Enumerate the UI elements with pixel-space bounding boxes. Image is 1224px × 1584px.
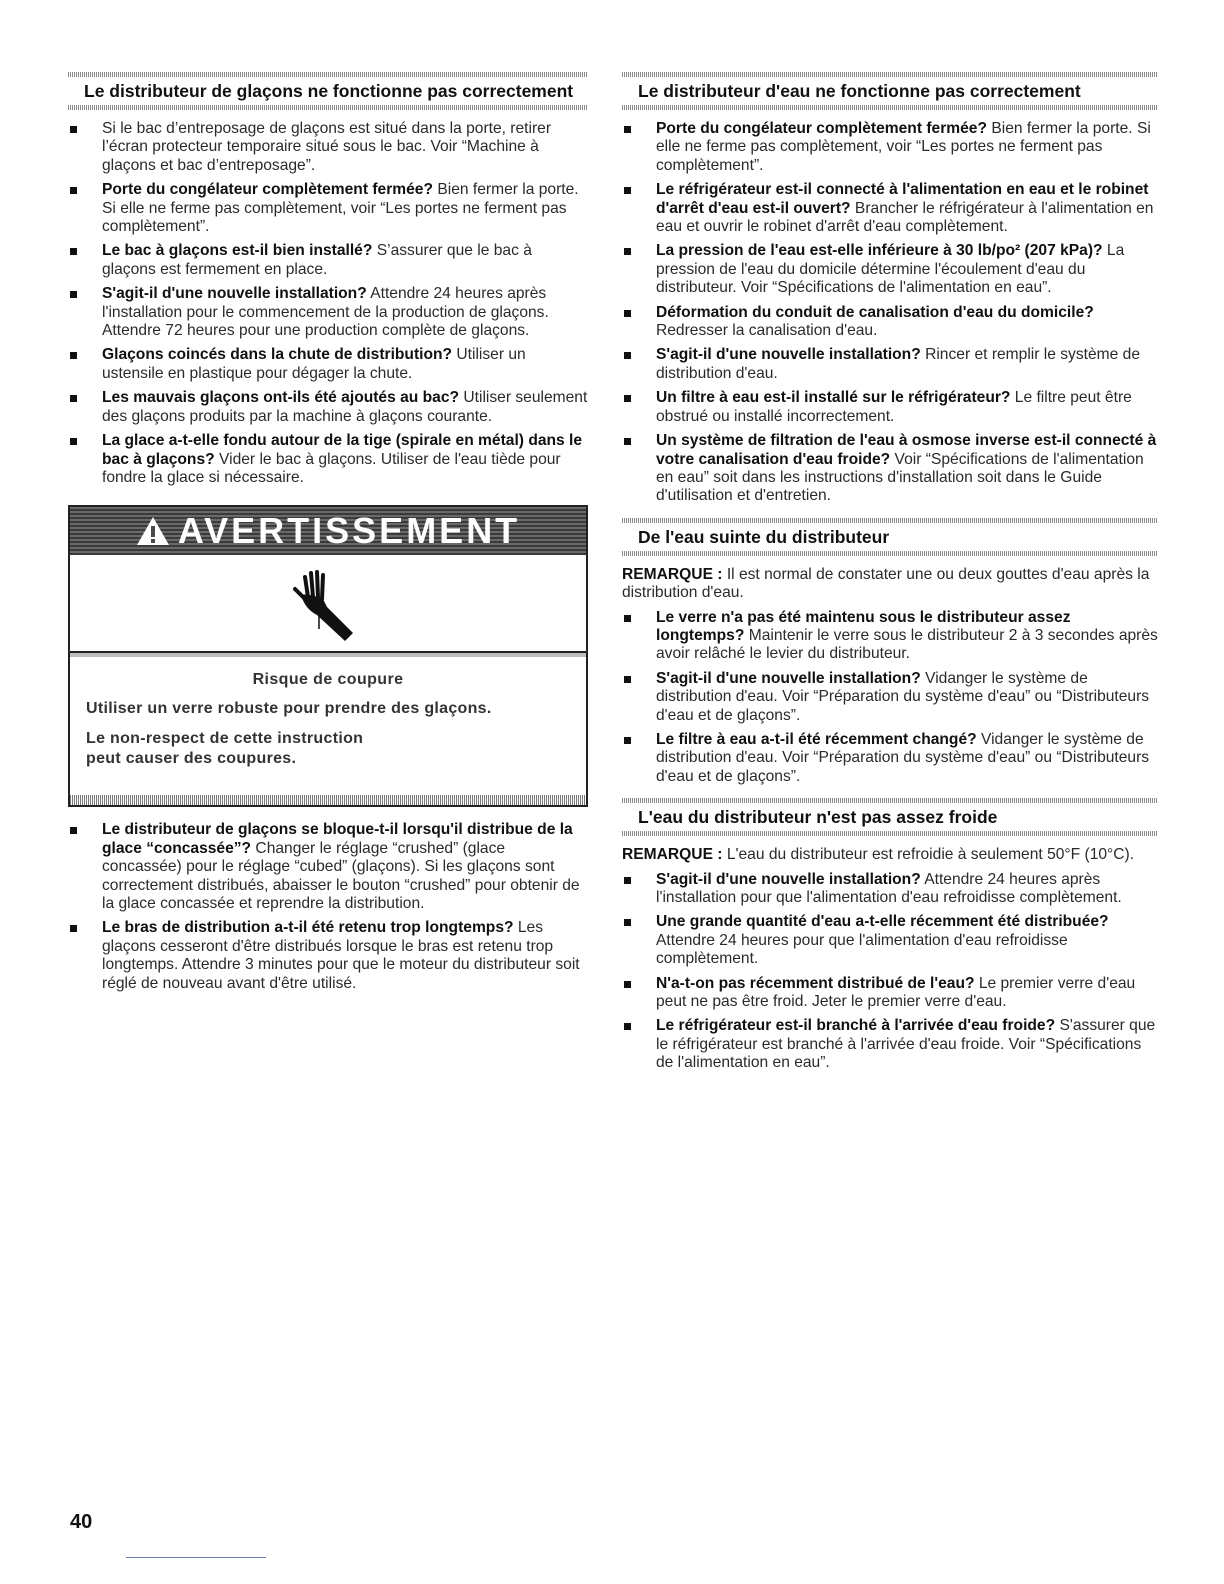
bullet-icon: [624, 395, 631, 402]
item-answer: Attendre 24 heures pour que l'alimentation d'eau refroidisse complètement.: [656, 931, 1068, 968]
cold-note: REMARQUE : L'eau du distributeur est refroidie à seulement 50°F (10°C).: [622, 846, 1135, 864]
item-answer: S'assurer que le réfrigérateur est branché à l'arrivée d'eau froide. Voir “Spécifications de l'alimentation en eau”.: [656, 1017, 1156, 1072]
list-item: [622, 871, 1158, 908]
item-answer: Utiliser un ustensile en plastique pour dégager la chute.: [102, 346, 526, 382]
item-answer: Brancher le réfrigérateur à l'alimentation en eau et ouvrir le robinet d'arrêt d'eau complètement.: [656, 199, 1154, 236]
cold-section-header: [622, 798, 1158, 836]
list-item: [622, 181, 1158, 236]
item-answer: Bien fermer la porte. Si elle ne ferme pas complètement, voir “Les portes ne ferment pas complètement”.: [102, 181, 579, 236]
list-item: [68, 120, 588, 175]
bullet-icon: [624, 981, 631, 988]
item-answer: Vidanger le système de distribution d'eau. Voir “Préparation du système d'eau” ou “Distributeurs d'eau et de glaçons”.: [656, 669, 1150, 724]
cold-troubleshoot-list: [622, 871, 1158, 1073]
list-item: [68, 181, 588, 236]
list-item: [622, 1017, 1158, 1072]
item-question: Les mauvais glaçons ont-ils été ajoutés au bac?: [102, 389, 460, 407]
item-answer: Utiliser seulement des glaçons produits par la machine à glaçons courante.: [102, 389, 588, 425]
list-item: [68, 389, 588, 426]
item-question: Le réfrigérateur est-il connecté à l'alimentation en eau et le robinet d'arrêt d'eau est-il ouvert?: [656, 181, 1149, 217]
item-answer: Voir “Spécifications de l'alimentation en eau” soit dans les instructions d'installation soit dans le Guide d'utilisation et d'entretien.: [656, 450, 1144, 505]
list-item: [622, 389, 1158, 426]
left-column: [68, 72, 588, 999]
bullet-icon: [624, 737, 631, 744]
item-question: N'a-t-on pas récemment distribué de l'eau?: [656, 974, 975, 992]
list-item: [68, 432, 588, 487]
cold-section-title: L'eau du distributeur n'est pas assez froide: [638, 807, 998, 828]
item-question: Le bras de distribution a-t-il été retenu trop longtemps?: [102, 919, 514, 937]
bullet-icon: [70, 395, 77, 402]
list-item: [622, 975, 1158, 1012]
item-answer: Si le bac d’entreposage de glaçons est situé dans la porte, retirer l’écran protecteur temporaire situé sous le bac. Voir “Machine à glaçons et bac d’entreposage”.: [102, 120, 552, 174]
list-item: [622, 609, 1158, 664]
item-question: Glaçons coincés dans la chute de distribution?: [102, 346, 453, 364]
list-item: [622, 913, 1158, 968]
item-question: Une grande quantité d'eau a-t-elle récemment été distribuée?: [656, 913, 1109, 931]
list-item: [68, 919, 588, 993]
bullet-icon: [624, 919, 631, 926]
bullet-icon: [70, 352, 77, 359]
list-item: [68, 821, 588, 913]
item-answer: Vider le bac à glaçons. Utiliser de l'eau tiède pour fondre la glace si nécessaire.: [102, 450, 561, 486]
item-answer: Attendre 24 heures après l'installation pour que l'alimentation d'eau refroidisse complètement.: [656, 870, 1122, 906]
item-question: Déformation du conduit de canalisation d'eau du domicile?: [656, 303, 1094, 321]
bullet-icon: [70, 438, 77, 445]
ice-troubleshoot-list: [68, 120, 588, 487]
list-item: [622, 242, 1158, 297]
bullet-icon: [624, 248, 631, 255]
item-question: S'agit-il d'une nouvelle installation?: [656, 669, 921, 687]
warning-box: [68, 505, 588, 807]
warning-title-bar: [70, 507, 586, 555]
item-answer: Vidanger le système de distribution d'eau. Voir “Préparation du système d'eau” ou “Distributeurs d'eau et de glaçons”.: [656, 730, 1150, 785]
warning-risk: Risque de coupure: [252, 671, 404, 689]
item-question: Porte du congélateur complètement fermée?: [102, 181, 434, 199]
bullet-icon: [624, 615, 631, 622]
list-item: [622, 432, 1158, 506]
list-item: [622, 346, 1158, 383]
bullet-icon: [624, 676, 631, 683]
item-answer: Maintenir le verre sous le distributeur 2 à 3 secondes après avoir relâché le levier du distributeur.: [656, 626, 1158, 663]
bullet-icon: [624, 1023, 631, 1030]
warning-instruction: Utiliser un verre robuste pour prendre des glaçons.: [86, 700, 492, 718]
right-column: [622, 72, 1158, 1079]
list-item: [622, 120, 1158, 175]
item-question: S'agit-il d'une nouvelle installation?: [102, 285, 367, 303]
leak-troubleshoot-list: [622, 609, 1158, 787]
leak-section-title: De l'eau suinte du distributeur: [638, 526, 890, 547]
bullet-icon: [624, 438, 631, 445]
warning-title: AVERTISSEMENT: [177, 510, 521, 552]
bullet-icon: [624, 352, 631, 359]
item-answer: Bien fermer la porte. Si elle ne ferme pas complètement, voir “Les portes ne ferment pas complètement”.: [656, 120, 1151, 174]
footer-rule: [126, 1557, 266, 1558]
item-question: La glace a-t-elle fondu autour de la tige (spirale en métal) dans le bac à glaçons?: [102, 432, 583, 468]
bullet-icon: [624, 310, 631, 317]
warning-consequence: Le non-respect de cette instruction peut causer des coupures.: [86, 730, 364, 768]
item-question: Le distributeur de glaçons se bloque-t-il lorsqu'il distribue de la glace “concassée”?: [102, 821, 573, 857]
bullet-icon: [70, 925, 77, 932]
list-item: [622, 670, 1158, 725]
ice-section-header: [68, 72, 588, 110]
water-section-title: Le distributeur d'eau ne fonctionne pas correctement: [638, 81, 1081, 101]
item-answer: S’assurer que le bac à glaçons est fermement en place.: [102, 242, 532, 278]
bullet-icon: [624, 187, 631, 194]
item-question: Porte du congélateur complètement fermée?: [656, 120, 988, 137]
item-question: S'agit-il d'une nouvelle installation?: [656, 870, 921, 888]
list-item: [622, 304, 1158, 341]
item-question: Un système de filtration de l'eau à osmose inverse est-il connecté à votre canalisation d'eau froide?: [656, 432, 1157, 468]
item-answer: Attendre 24 heures après l'installation pour le commencement de la production de glaçons. Attendre 72 heures pour une production complète de glaçons.: [102, 285, 549, 340]
list-item: [622, 731, 1158, 786]
item-question: Le filtre à eau a-t-il été récemment changé?: [656, 730, 977, 748]
bullet-icon: [624, 126, 631, 133]
warning-triangle-icon: [136, 516, 170, 546]
leak-section-header: [622, 518, 1158, 556]
item-question: Le réfrigérateur est-il branché à l'arrivée d'eau froide?: [656, 1017, 1056, 1035]
bullet-icon: [70, 291, 77, 298]
item-answer: Changer le réglage “crushed” (glace concassée) pour le réglage “cubed” (glaçons). Si les glaçons sont correctement distribués, abaisser le bouton “crushed” pour obtenir de la glace concassée et reprendre la distribution.: [102, 839, 580, 912]
leak-note: REMARQUE : Il est normal de constater une ou deux gouttes d'eau après la distribution d'eau.: [622, 565, 1150, 602]
bullet-icon: [624, 877, 631, 884]
water-section-header: [622, 72, 1158, 110]
item-answer: Redresser la canalisation d'eau.: [656, 322, 878, 340]
item-answer: Le premier verre d'eau peut ne pas être froid. Jeter le premier verre d'eau.: [656, 974, 1136, 1011]
item-answer: Le filtre peut être obstrué ou installé incorrectement.: [656, 389, 1132, 425]
list-item: [68, 285, 588, 340]
item-question: S'agit-il d'une nouvelle installation?: [656, 346, 921, 364]
cut-hand-icon: [283, 563, 373, 643]
page-number: 40: [70, 1511, 93, 1533]
item-question: Le bac à glaçons est-il bien installé?: [102, 242, 373, 260]
ice-extra-list: [68, 821, 588, 993]
item-question: Le verre n'a pas été maintenu sous le distributeur assez longtemps?: [656, 608, 1071, 644]
ice-section-title: Le distributeur de glaçons ne fonctionne pas correctement: [84, 81, 574, 101]
item-answer: La pression de l'eau du domicile détermine l'écoulement d'eau du distributeur. Voir “Spécifications de l'alimentation en eau”.: [656, 242, 1125, 297]
list-item: [68, 242, 588, 279]
item-question: Un filtre à eau est-il installé sur le réfrigérateur?: [656, 389, 1011, 407]
water-troubleshoot-list: [622, 120, 1158, 506]
bullet-icon: [70, 827, 77, 834]
bullet-icon: [70, 248, 77, 255]
item-answer: Les glaçons cesseront d'être distribués lorsque le bras est retenu trop longtemps. Attendre 3 minutes pour que le moteur du distributeur soit réglé de nouveau avant d'être utilisé.: [102, 919, 580, 992]
bullet-icon: [70, 126, 77, 133]
item-answer: Rincer et remplir le système de distribution d'eau.: [656, 346, 1140, 382]
item-question: La pression de l'eau est-elle inférieure à 30 lb/po² (207 kPa)?: [656, 242, 1103, 260]
bullet-icon: [70, 187, 77, 194]
list-item: [68, 346, 588, 383]
